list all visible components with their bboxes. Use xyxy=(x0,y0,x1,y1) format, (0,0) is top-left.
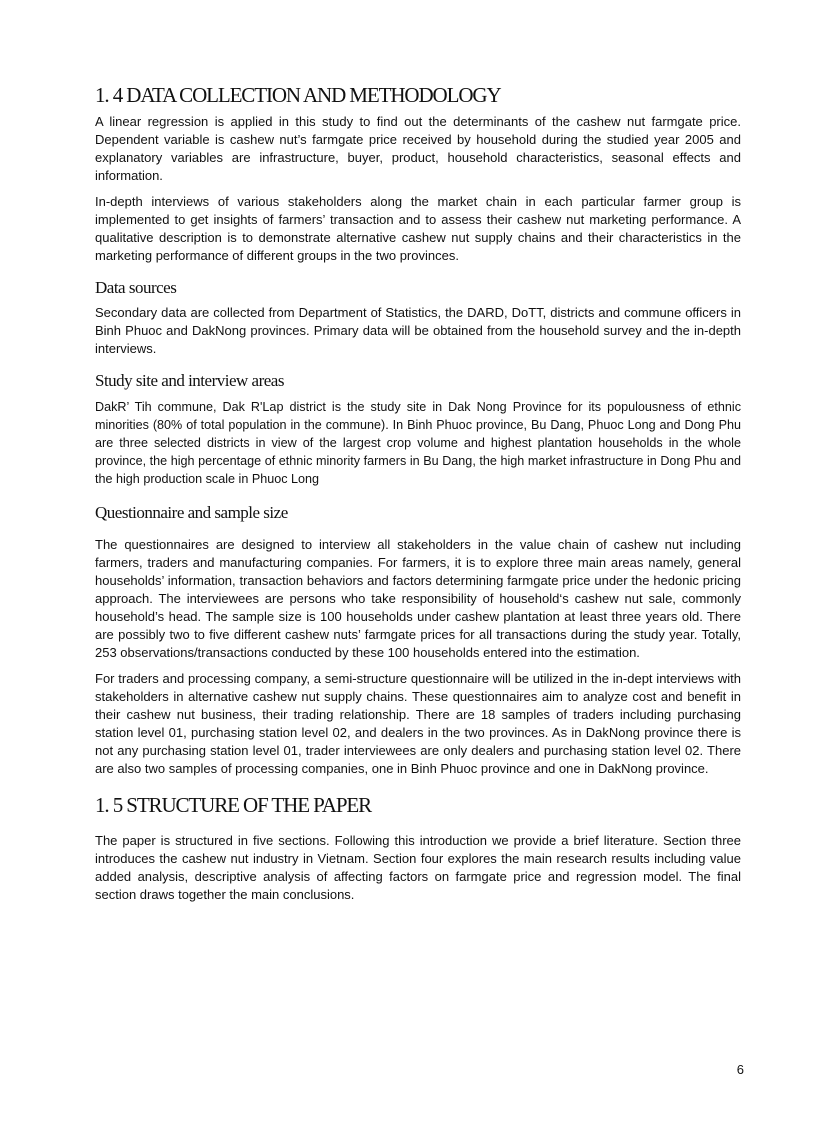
section-heading-data-collection: 1. 4 DATA COLLECTION AND METHODOLOGY xyxy=(95,83,501,107)
paragraph-linear-regression: A linear regression is applied in this study to find out the determinants of the cashew nut farmgate price. Dependent variable is cashew nut’s farmgate price received by household during the studied year 2005 and explanatory variables are infrastructure, buyer, product, household characteristics, seasonal effects and information. xyxy=(95,114,741,183)
subheading-study-site: Study site and interview areas xyxy=(95,371,284,390)
paragraph-questionnaire-traders: For traders and processing company, a semi-structure questionnaire will be utilized in the in-dept interviews with stakeholders in alternative cashew nut supply chains. These questionnaires aim to analyze cost and benefit in their cashew nut business, their trading relationship. There are 18 samples of traders including purchasing station level 01, purchasing station level 02, and dealers in the two provinces. As in DakNong province there is not any purchasing station level 01, trader interviewees are only dealers and purchasing station level 02. There are also two samples of processing companies, one in Binh Phuoc province and one in DakNong province. xyxy=(95,671,741,776)
section-heading-structure: 1. 5 STRUCTURE OF THE PAPER xyxy=(95,793,372,817)
page-number: 6 xyxy=(736,1062,744,1077)
paragraph-in-depth-interviews: In-depth interviews of various stakeholders along the market chain in each particular farmer group is implemented to get insights of farmers’ transaction and to assess their cashew nut marketing performance. A qualitative description is to demonstrate alternative cashew nut supply chains and their characteristics in the marketing performance of different groups in the two provinces. xyxy=(95,194,741,263)
subheading-data-sources: Data sources xyxy=(95,278,177,297)
subheading-questionnaire: Questionnaire and sample size xyxy=(95,503,288,522)
paragraph-study-site: DakR’ Tih commune, Dak R'Lap district is the study site in Dak Nong Province for its populousness of ethnic minorities (80% of total population in the commune). In Binh Phuoc province, Bu Dang, Phuoc Long and Dong Phu are three selected districts in view of the largest crop volume and highest plantation households in the whole province, the high percentage of ethnic minority farmers in Bu Dang, the high market infrastructure in Dong Phu and the high production scale in Phuoc Long xyxy=(95,400,741,486)
page-content xyxy=(95,82,741,904)
paragraph-questionnaire-farmers: The questionnaires are designed to interview all stakeholders in the value chain of cashew nut including farmers, traders and manufacturing companies. For farmers, it is to explore three main areas namely, general households’ information, transaction behaviors and factors determining farmgate price under the hedonic pricing approach. The interviewees are persons who take responsibility of household‘s cashew nut sale, commonly household’s head. The sample size is 100 households under cashew plantation at least three years old. There are possibly two to five different cashew nuts’ farmgate prices for all transactions during the study year. Totally, 253 observations/transactions conducted by these 100 households entered into the estimation. xyxy=(95,537,741,660)
paragraph-data-sources: Secondary data are collected from Department of Statistics, the DARD, DoTT, districts and commune officers in Binh Phuoc and DakNong provinces. Primary data will be obtained from the household survey and the in-depth interviews. xyxy=(95,305,741,356)
paragraph-structure: The paper is structured in five sections. Following this introduction we provide a brief literature. Section three introduces the cashew nut industry in Vietnam. Section four explores the main research results including value added analysis, descriptive analysis of affecting factors on farmgate price and regression model. The final section draws together the main conclusions. xyxy=(95,833,741,902)
